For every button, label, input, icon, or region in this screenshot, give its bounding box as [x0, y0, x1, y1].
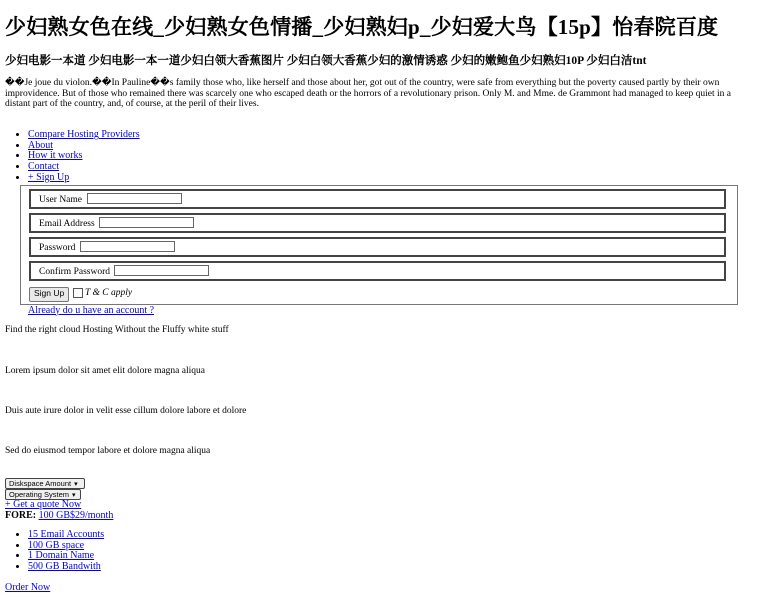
tagline-lorem-3: Sed do eiusmod tempor labore et dolore magna aliqua: [5, 446, 211, 456]
nav-link-contact[interactable]: Contact: [28, 161, 60, 173]
plan-features: [28, 530, 104, 572]
page-subtitle: 少妇电影一本道 少妇电影一本一道少妇白领大香蕉图片 少妇白领大香蕉少妇的激情诱惑 少妇的嫩鲍鱼少妇熟妇10P 少妇白洁tnt: [5, 55, 647, 67]
order-now-link[interactable]: Order Now: [5, 582, 51, 593]
confirm-password-row: [29, 261, 726, 281]
nav-link-how-it-works[interactable]: How it works: [28, 150, 83, 162]
nav-link-about[interactable]: About: [28, 139, 53, 151]
password-label: Password: [39, 242, 76, 253]
plan-link-email[interactable]: 15 Email Accounts: [28, 529, 105, 540]
nav-link-compare[interactable]: Compare Hosting Providers: [28, 129, 140, 140]
page-title: 少妇熟女色在线_少妇熟女色情播_少妇熟妇p_少妇爱大鸟【15p】怡春院百度: [5, 15, 719, 39]
plan-item-bandwidth: [28, 562, 104, 573]
fore-label: FORE:: [5, 510, 37, 521]
username-label: User Name: [39, 194, 82, 205]
nav-item-how: [28, 151, 754, 162]
email-label: Email Address: [39, 218, 95, 229]
chevron-down-icon: ▾: [74, 481, 78, 488]
confirm-password-label: Confirm Password: [39, 266, 110, 277]
tagline-find: Find the right cloud Hosting Without the Fluffy white stuff: [5, 325, 229, 335]
email-input[interactable]: [99, 217, 194, 228]
nav-item-about: [28, 141, 754, 152]
nav-item-compare: [28, 130, 754, 141]
fore-price-link[interactable]: 100 GB$29/month: [38, 510, 114, 521]
plan-link-bandwidth[interactable]: 500 GB Bandwith: [28, 560, 101, 572]
terms-checkbox[interactable]: [73, 288, 83, 298]
username-row: [29, 189, 726, 209]
diskspace-select-value: Diskspace Amount: [9, 479, 72, 488]
nav-link-signup[interactable]: + Sign Up: [28, 171, 70, 183]
signup-button[interactable]: Sign Up: [29, 287, 69, 302]
already-account-link[interactable]: Already do u have an account ?: [28, 304, 155, 316]
intro-paragraph: ��Je joue du violon.��In Pauline��s family those who, like herself and those about her, got out of the country, were safe from everything but the poverty caused partly by their own improvidence. But of those who remained there was scarcely one who escaped death or the horrors of a revolutionary prison. Only M. and Mme. de Grammont had managed to keep quiet in a distant part of the country, and, of course, at the peril of their lives.: [5, 78, 732, 109]
confirm-password-input[interactable]: [114, 265, 209, 276]
tagline-lorem-1: Lorem ipsum dolor sit amet elit dolore magna aliqua: [5, 366, 205, 376]
nav-item-signup: [28, 173, 754, 316]
get-quote-link[interactable]: + Get a quote Now: [5, 499, 82, 510]
chevron-down-icon: ▾: [72, 492, 76, 499]
diskspace-select[interactable]: [5, 478, 85, 489]
signup-form: [20, 185, 738, 305]
fore-line: [5, 510, 113, 521]
password-input[interactable]: [80, 241, 175, 252]
username-input[interactable]: [87, 193, 182, 204]
terms-label: T & C apply: [85, 287, 133, 298]
email-row: [29, 213, 726, 233]
plan-link-space[interactable]: 100 GB space: [28, 539, 85, 551]
nav-item-contact: [28, 162, 754, 173]
password-row: [29, 237, 726, 257]
main-nav: [28, 130, 754, 316]
os-select-value: Operating System: [9, 490, 70, 499]
tagline-lorem-2: Duis aute irure dolor in velit esse cillum dolore labore et dolore: [5, 406, 247, 416]
plan-link-domain[interactable]: 1 Domain Name: [28, 550, 95, 562]
